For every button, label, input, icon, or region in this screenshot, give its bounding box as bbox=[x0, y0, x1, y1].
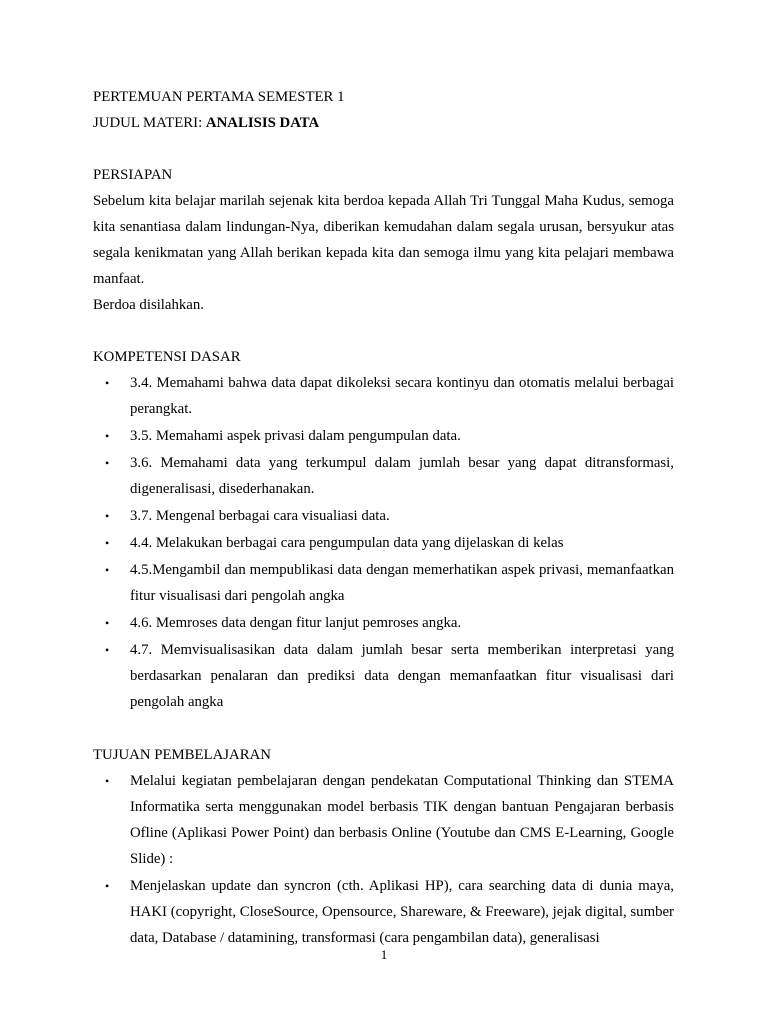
list-item bbox=[93, 610, 674, 636]
list-item-text: Menjelaskan update dan syncron (cth. Aplikasi HP), cara searching data di dunia maya, HAKI (copyright, CloseSource, Opensource, Shareware, & Freeware), jejak digital, sumber data, Database / datamining, transformasi (cara pengambilan data), generalisasi bbox=[130, 878, 674, 946]
kompetensi-list bbox=[93, 370, 674, 715]
list-item-text: 3.5. Memahami aspek privasi dalam pengumpulan data. bbox=[130, 428, 461, 444]
bullet-icon: • bbox=[105, 429, 110, 443]
persiapan-closing: Berdoa disilahkan. bbox=[93, 297, 204, 313]
list-item bbox=[93, 637, 674, 715]
list-item bbox=[93, 530, 674, 556]
page-number: 1 bbox=[380, 947, 388, 962]
bullet-icon: • bbox=[105, 616, 110, 630]
spacer bbox=[93, 318, 674, 344]
meeting-line: PERTEMUAN PERTAMA SEMESTER 1 bbox=[93, 89, 345, 105]
list-item-text: 3.6. Memahami data yang terkumpul dalam jumlah besar yang dapat ditransformasi, digeneralisasi, disederhanakan. bbox=[130, 455, 674, 497]
persiapan-heading: PERSIAPAN bbox=[93, 167, 173, 183]
list-item-text: 4.5.Mengambil dan mempublikasi data dengan memerhatikan aspek privasi, memanfaatkan fitur visualisasi dari pengolah angka bbox=[130, 562, 674, 604]
list-item-text: 3.4. Memahami bahwa data dapat dikoleksi secara kontinyu dan otomatis melalui berbagai perangkat. bbox=[130, 375, 674, 417]
persiapan-paragraph: Sebelum kita belajar marilah sejenak kita berdoa kepada Allah Tri Tunggal Maha Kudus, semoga kita senantiasa dalam lindungan-Nya, diberikan kemudahan dalam segala urusan, bersyukur atas segala kenikmatan yang Allah berikan kepada kita dan semoga ilmu yang kita pelajari membawa manfaat. bbox=[93, 193, 674, 287]
list-item-text: 3.7. Mengenal berbagai cara visualiasi data. bbox=[130, 508, 390, 524]
bullet-icon: • bbox=[105, 376, 110, 390]
list-item bbox=[93, 768, 674, 872]
bullet-icon: • bbox=[105, 509, 110, 523]
list-item bbox=[93, 370, 674, 422]
kompetensi-heading: KOMPETENSI DASAR bbox=[93, 349, 241, 365]
list-item-text: 4.4. Melakukan berbagai cara pengumpulan data yang dijelaskan di kelas bbox=[130, 535, 564, 551]
list-item bbox=[93, 873, 674, 951]
bullet-icon: • bbox=[105, 563, 110, 577]
document-body bbox=[93, 84, 674, 952]
list-item-text: 4.6. Memroses data dengan fitur lanjut pemroses angka. bbox=[130, 615, 462, 631]
list-item bbox=[93, 557, 674, 609]
subject-line bbox=[93, 110, 674, 136]
subject-title: ANALISIS DATA bbox=[205, 115, 320, 131]
tujuan-list bbox=[93, 768, 674, 951]
list-item bbox=[93, 503, 674, 529]
list-item-text: 4.7. Memvisualisasikan data dalam jumlah besar serta memberikan interpretasi yang berdasarkan penalaran dan prediksi data dengan memanfaatkan fitur visualisasi dari pengolah angka bbox=[130, 642, 674, 710]
subject-prefix: JUDUL MATERI: bbox=[93, 115, 206, 131]
bullet-icon: • bbox=[105, 536, 110, 550]
bullet-icon: • bbox=[105, 879, 110, 893]
list-item bbox=[93, 423, 674, 449]
bullet-icon: • bbox=[105, 643, 110, 657]
bullet-icon: • bbox=[105, 774, 110, 788]
bullet-icon: • bbox=[105, 456, 110, 470]
list-item bbox=[93, 450, 674, 502]
tujuan-heading: TUJUAN PEMBELAJARAN bbox=[93, 747, 271, 763]
spacer bbox=[93, 716, 674, 742]
list-item-text: Melalui kegiatan pembelajaran dengan pendekatan Computational Thinking dan STEMA Informatika serta menggunakan model berbasis TIK dengan bantuan Pengajaran berbasis Ofline (Aplikasi Power Point) dan berbasis Online (Youtube dan CMS E-Learning, Google Slide) : bbox=[130, 773, 674, 867]
spacer bbox=[93, 136, 674, 162]
